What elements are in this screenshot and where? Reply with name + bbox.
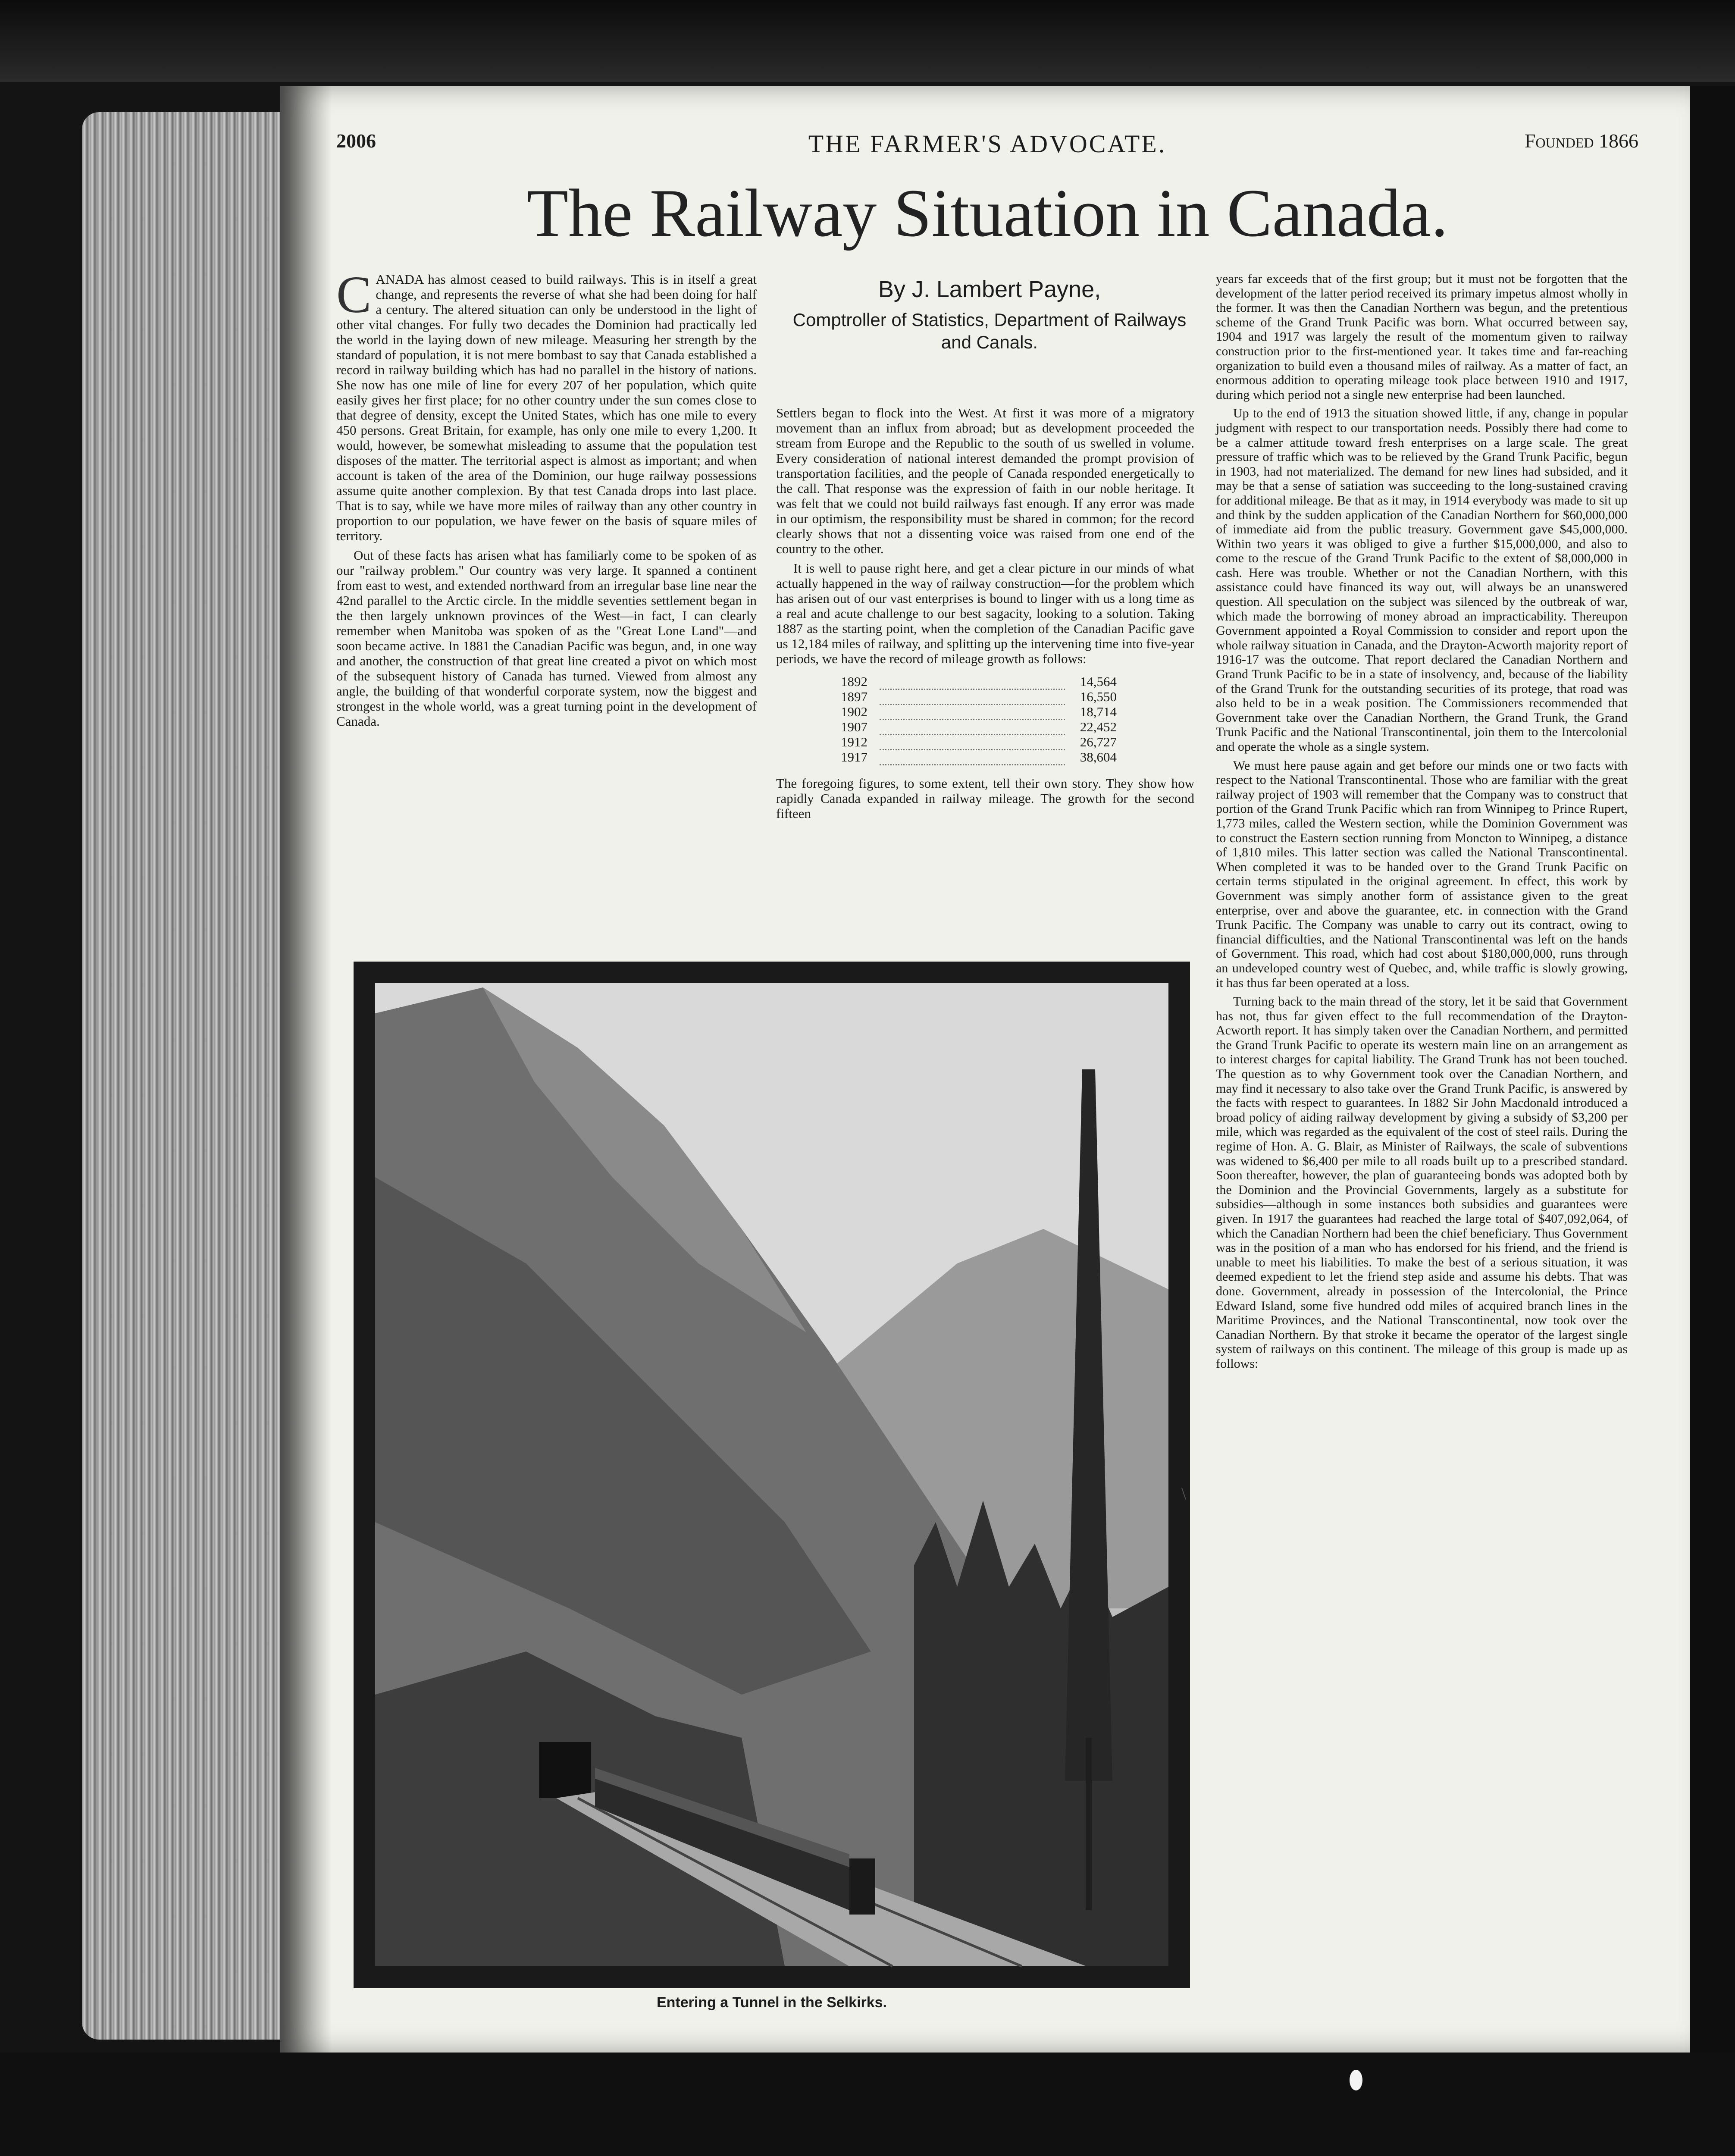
article-column-2 <box>776 405 1194 825</box>
author-name: By J. Lambert Payne, <box>878 276 1101 302</box>
paragraph: Up to the end of 1913 the situation showed little, if any, change in popular judgment with respect to our transportation needs. Possibly there had come to be a calmer attitude toward fresh enterprises on a large scale. The great pressure of traffic which was to be relieved by the Grand Trunk Pacific, begun in 1903, had not materialized. The demand for new lines had subsided, and it may be that a sense of satiation was succeeding to the long-sustained craving for additional mileage. Be that as it may, in 1914 everybody was made to sit up and think by the sudden application of the Canadian Northern for $60,000,000 of immediate aid from the public treasury. Government gave $45,000,000. Within two years it was obliged to give a further $15,000,000, and also to come to the rescue of the Grand Trunk Pacific to the extent of $8,000,000 in cash. Here was trouble. Whether or not the Canadian Northern, with this assistance could have financed its way out, will always be an unanswered question. All speculation on the subject was silenced by the outbreak of war, which made the borrowing of money abroad an impracticability. Thereupon Government appointed a Royal Commission to consider and report upon the whole railway situation in Canada, and the Drayton-Acworth majority report of 1916-17 was the outcome. That report declared the Canadian Northern and Grand Trunk Pacific to be in a state of insolvency, and, because of the liability of the Grand Trunk for the outstanding securities of its protege, that road was also held to be in a weak position. The Commissioners recommended that Government take over the Canadian Northern, the Grand Trunk, the Grand Trunk Pacific and the National Transcontinental, join them to the Intercolonial and operate the whole as a single system. <box>1216 406 1628 754</box>
miles-cell: 18,714 <box>1080 704 1117 719</box>
year-cell: 1897 <box>841 689 868 704</box>
leader-dots <box>880 674 1065 689</box>
miles-cell: 26,727 <box>1080 734 1117 749</box>
table-row <box>841 674 1117 689</box>
article-title: The Railway Situation in Canada. <box>526 175 1448 251</box>
gutter-shadow <box>280 86 332 2053</box>
article-column-1 <box>336 266 757 733</box>
paragraph: The foregoing figures, to some extent, tell their own story. They show how rapidly Canada expanded in railway mileage. The growth for the second fifteen <box>776 775 1194 821</box>
page-number: 2006 <box>336 130 376 152</box>
miles-cell: 16,550 <box>1080 689 1117 704</box>
year-cell: 1907 <box>841 719 868 734</box>
paragraph: Turning back to the main thread of the story, let it be said that Government has not, thus far given effect to the full recommendation of the Drayton-Acworth report. It has simply taken over the Canadian Northern, and permitted the Grand Trunk Pacific to operate its western main line on an arrangement as to interest charges for capital liability. The Grand Trunk has not been touched. The question as to why Government took over the Canadian Northern, and may find it necessary to also take over the Grand Trunk Pacific, is answered by the facts with respect to guarantees. In 1882 Sir John Macdonald introduced a broad policy of aiding railway development by giving a subsidy of $3,200 per mile, which was regarded as the equivalent of the cost of steel rails. During the regime of Hon. A. G. Blair, as Minister of Railways, the scale of subventions was widened to $6,400 per mile to all roads built up to a prescribed standard. Soon thereafter, however, the plan of guaranteeing bonds was adopted both by the Dominion and the Provincial Governments, largely as a substitute for subsidies—although in some instances both subsidies and guarantees were given. In 1917 the guarantees had reached the large total of $407,092,064, of which the Canadian Northern had been the chief beneficiary. Thus Government was in the position of a man who has endorsed for his friend, and the friend is unable to meet his liabilities. To make the best of a serious situation, it was deemed expedient to let the friend step aside and assume his debts. That was done. Government, already in possession of the Intercolonial, the Prince Edward Island, some five hundred odd miles of acquired branch lines in the Maritime Provinces, and the National Transcontinental, now took over the Canadian Northern. By that stroke it became the operator of the largest single system of railways on this continent. The mileage of this group is made up as follows: <box>1216 994 1628 1371</box>
byline <box>776 276 1203 354</box>
miles-cell: 14,564 <box>1080 674 1117 689</box>
scanner-top-background <box>0 0 1735 82</box>
year-cell: 1912 <box>841 734 868 749</box>
leader-dots <box>880 689 1065 704</box>
stray-ink-mark: \ <box>1181 1484 1187 1503</box>
table-row <box>841 689 1117 704</box>
drop-cap: C <box>336 266 372 324</box>
mileage-table <box>841 674 1117 765</box>
scanner-right-background <box>1690 86 1735 2053</box>
mountain-train-illustration <box>354 962 1190 1988</box>
leader-dots <box>880 704 1065 719</box>
table-row <box>841 719 1117 734</box>
year-cell: 1892 <box>841 674 868 689</box>
book-page-edges <box>82 112 280 2040</box>
scanner-bottom-background <box>0 2053 1735 2156</box>
table-row <box>841 734 1117 749</box>
masthead: THE FARMER'S ADVOCATE. <box>808 130 1167 158</box>
paragraph: CANADA has almost ceased to build railways. This is in itself a great change, and represents the reverse of what she had been doing for half a century. The altered situation can only be understood in the light of other vital changes. For fully two decades the Dominion had practically led the world in the laying down of new mileage. Measuring her strength by the standard of population, it is not mere bombast to say that Canada established a record in railway building which has had no parallel in the history of nations. She now has one mile of line for every 207 of her population, which quite easily gives her first place; for no other country under the sun comes close to that degree of density, except the United States, which has one mile to every 450 persons. Great Britain, for example, has only one mile to every 1,200. It would, however, be somewhat misleading to assume that the population test disposes of the matter. The territorial aspect is almost as important; and when account is taken of the area of the Dominion, our huge railway possessions assume quite another complexion. By that test Canada drops into last place. That is to say, while we have more miles of railway than any other country in proportion to our population, we have fewer on the basis of square miles of territory. <box>336 266 757 543</box>
miles-cell: 22,452 <box>1080 719 1117 734</box>
paragraph: Settlers began to flock into the West. At first it was more of a migratory movement than an influx from abroad; but as development proceeded the stream from Europe and the Republic to the south of us swelled in volume. Every consideration of national interest demanded the prompt provision of transportation facilities, and the people of Canada responded energetically to the call. That response was the expression of faith in our noble heritage. It was felt that we could not build railways fast enough. If any error was made in our optimism, the responsibility must be shared in common; for the record clearly shows that not a dissenting voice was raised from one end of the country to the other. <box>776 405 1194 556</box>
running-header <box>336 129 1638 168</box>
table-row <box>841 749 1117 765</box>
year-cell: 1902 <box>841 704 868 719</box>
photo-caption: Entering a Tunnel in the Selkirks. <box>656 1994 887 2011</box>
miles-cell: 38,604 <box>1080 749 1117 765</box>
author-title: Comptroller of Statistics, Department of Railways and Canals. <box>792 310 1187 352</box>
paragraph: Out of these facts has arisen what has familiarly come to be spoken of as our "railway problem." Our country was very large. It spanned a continent from east to west, and extended northward from an irregular base line near the 42nd parallel to the Arctic circle. In the middle seventies settlement began in the then largely unknown provinces of the West—in fact, I can clearly remember when Manitoba was spoken of as the "Great Lone Land"—and soon became active. In 1881 the Canadian Pacific was begun, and, in one way and another, the construction of that great line created a pivot on which most of the subsequent history of Canada has turned. Viewed from almost any angle, the building of that wonderful corporate system, now the biggest and strongest in the whole world, was a great turning point in the development of Canada. <box>336 548 757 729</box>
binding-hole <box>1350 2070 1362 2090</box>
paragraph: We must here pause again and get before our minds one or two facts with respect to the National Transcontinental. Those who are familiar with the great railway project of 1903 will remember that the Company was to construct that portion of the Grand Trunk Pacific which ran from Winnipeg to Prince Rupert, 1,773 miles, called the Western section, while the Dominion Government was to construct the Eastern section running from Moncton to Winnipeg, a distance of 1,810 miles. This latter section was called the National Transcontinental. When completed it was to be handed over to the Grand Trunk Pacific on certain terms stipulated in the original agreement. In effect, this work by Government was simply another form of assistance given to the great enterprise, over and above the guarantee, etc. in connection with the Grand Trunk Pacific. The Company was unable to carry out its contract, owing to financial difficulties, and the National Transcontinental was left on the hands of Government. This road, which had cost about $180,000,000, runs through an undeveloped country west of Quebec, and, while traffic is slowly growing, it has thus far been operated at a loss. <box>1216 758 1628 990</box>
photograph-train-tunnel <box>354 962 1190 1988</box>
leader-dots <box>880 734 1065 749</box>
year-cell: 1917 <box>841 749 868 765</box>
founded-note: Founded 1866 <box>1524 130 1638 152</box>
leader-dots <box>880 749 1065 765</box>
paragraph: It is well to pause right here, and get a clear picture in our minds of what actually happened in the way of railway construction—for the problem which has arisen out of our vast enterprises is bound to linger with us a long time as a real and acute challenge to our best sagacity, looking to a solution. Taking 1887 as the starting point, when the completion of the Canadian Pacific gave us 12,184 miles of railway, and splitting up the intervening time into five-year periods, we have the record of mileage growth as follows: <box>776 561 1194 666</box>
article-column-3 <box>1216 272 1628 1376</box>
table-row <box>841 704 1117 719</box>
leader-dots <box>880 719 1065 734</box>
paragraph: years far exceeds that of the first group; but it must not be forgotten that the development of the latter period received its primary impetus almost wholly in the former. It was then the Canadian Northern was begun, and the pretentious scheme of the Grand Trunk Pacific was born. What occurred between say, 1904 and 1917 was largely the result of the momentum given to railway construction prior to the first-mentioned year. It takes time and far-reaching organization to build even a thousand miles of railway. As a matter of fact, an enormous addition to operating mileage took place between 1910 and 1917, during which period not a single new enterprise had been launched. <box>1216 272 1628 402</box>
